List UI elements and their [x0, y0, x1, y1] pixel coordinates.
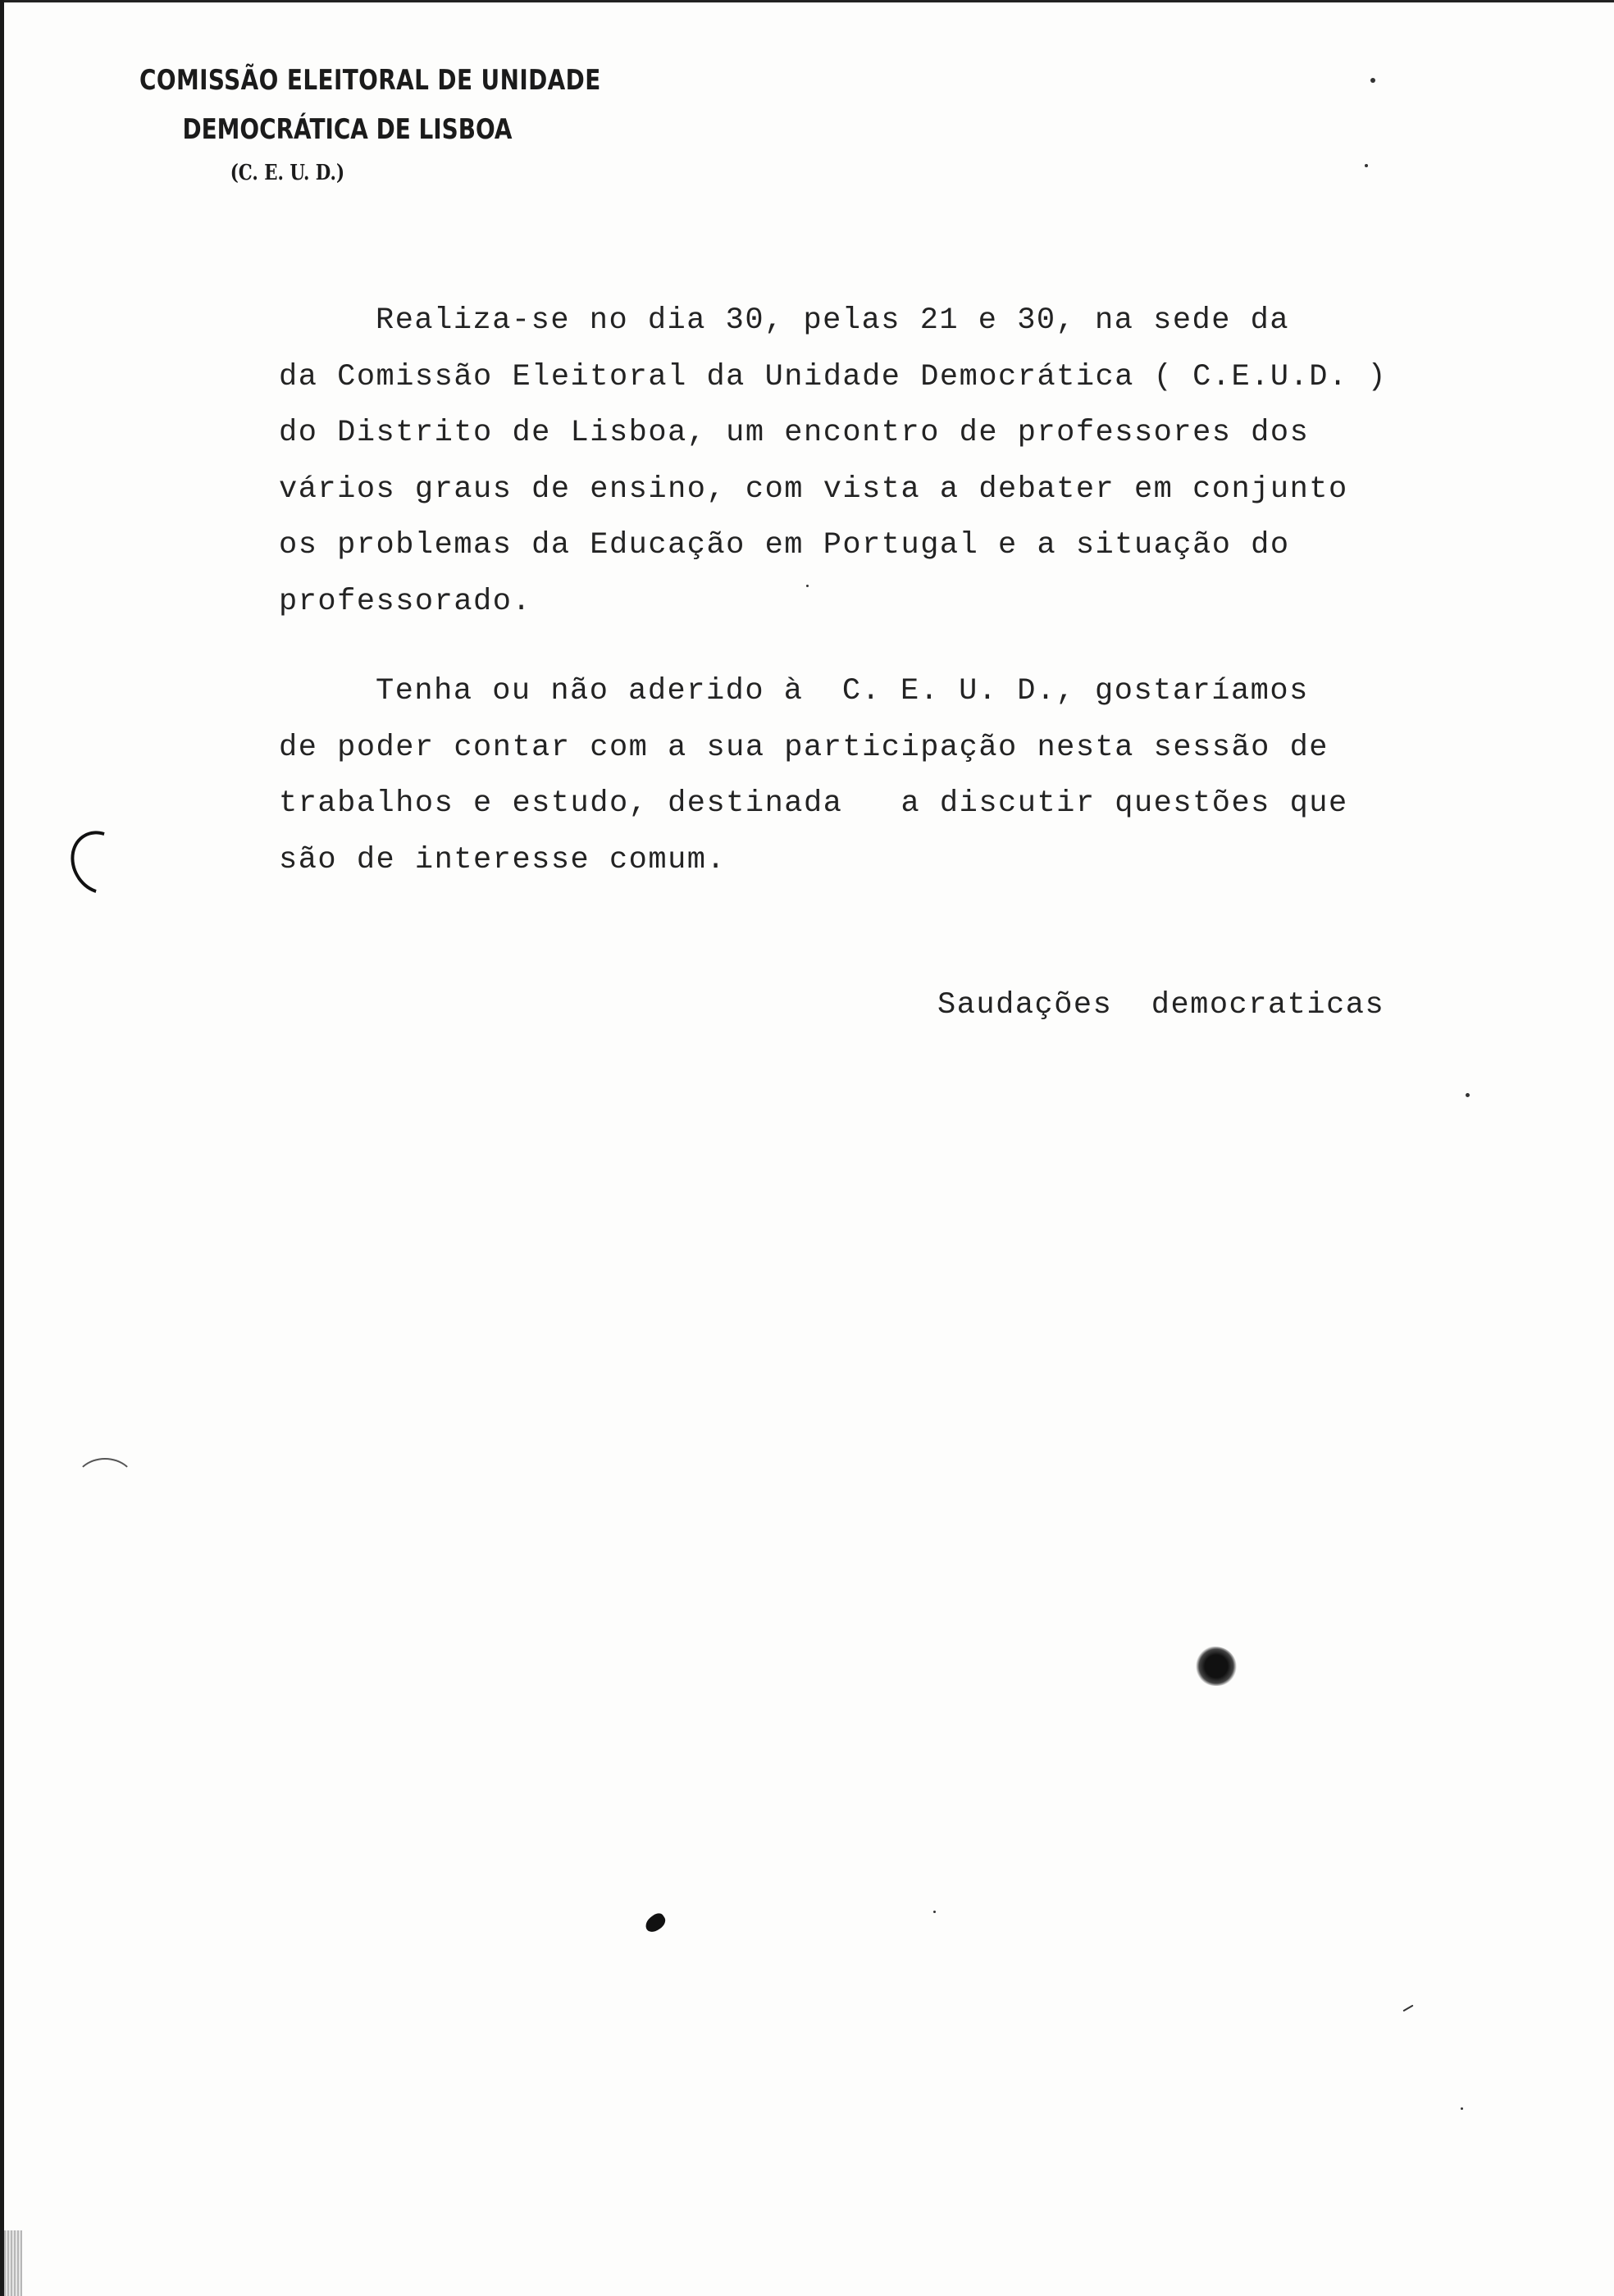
speck [806, 585, 809, 587]
body-line: de poder contar com a sua participação nesta sessão de [279, 730, 1329, 765]
paragraph-2 [279, 663, 1394, 888]
body-line: da Comissão Eleitoral da Unidade Democrática ( C.E.U.D. ) [279, 359, 1388, 394]
ink-blot [1196, 1647, 1237, 1686]
closing-salutation: Saudações democraticas [937, 988, 1385, 1023]
body-line: Realiza-se no dia 30, pelas 21 e 30, na sede da [376, 303, 1290, 338]
scan-mark-arc [60, 820, 141, 904]
speck [1370, 78, 1375, 83]
body-line: Tenha ou não aderido à C. E. U. D., gostaríamos [376, 674, 1309, 708]
body-line: trabalhos e estudo, destinada a discutir questões que [279, 786, 1348, 821]
ink-blot [642, 1911, 668, 1935]
speck [1365, 164, 1368, 167]
body-line: são de interesse comum. [279, 842, 727, 877]
speck [933, 1911, 936, 1913]
stamp-line-1: COMISSÃO ELEITORAL DE UNIDADE [139, 64, 601, 97]
paragraph-1 [279, 293, 1394, 630]
scan-edge-noise [4, 2230, 22, 2296]
page-left-edge [0, 0, 4, 2296]
scan-mark-arc [74, 1458, 136, 1510]
letter-body [279, 293, 1394, 888]
body-line: do Distrito de Lisboa, um encontro de professores dos [279, 416, 1310, 450]
speck [1461, 2107, 1463, 2110]
body-line: vários graus de ensino, com vista a debater em conjunto [279, 472, 1348, 507]
speck [1466, 1093, 1470, 1097]
speck [1402, 2005, 1413, 2012]
stamp-line-3: (C. E. U. D.) [230, 161, 345, 185]
body-line: professorado. [279, 584, 532, 619]
page-top-edge [0, 0, 1614, 2]
body-line: os problemas da Educação em Portugal e a situação do [279, 528, 1290, 563]
paragraph-spacer [279, 630, 1394, 663]
stamp-line-2: DEMOCRÁTICA DE LISBOA [182, 113, 513, 146]
